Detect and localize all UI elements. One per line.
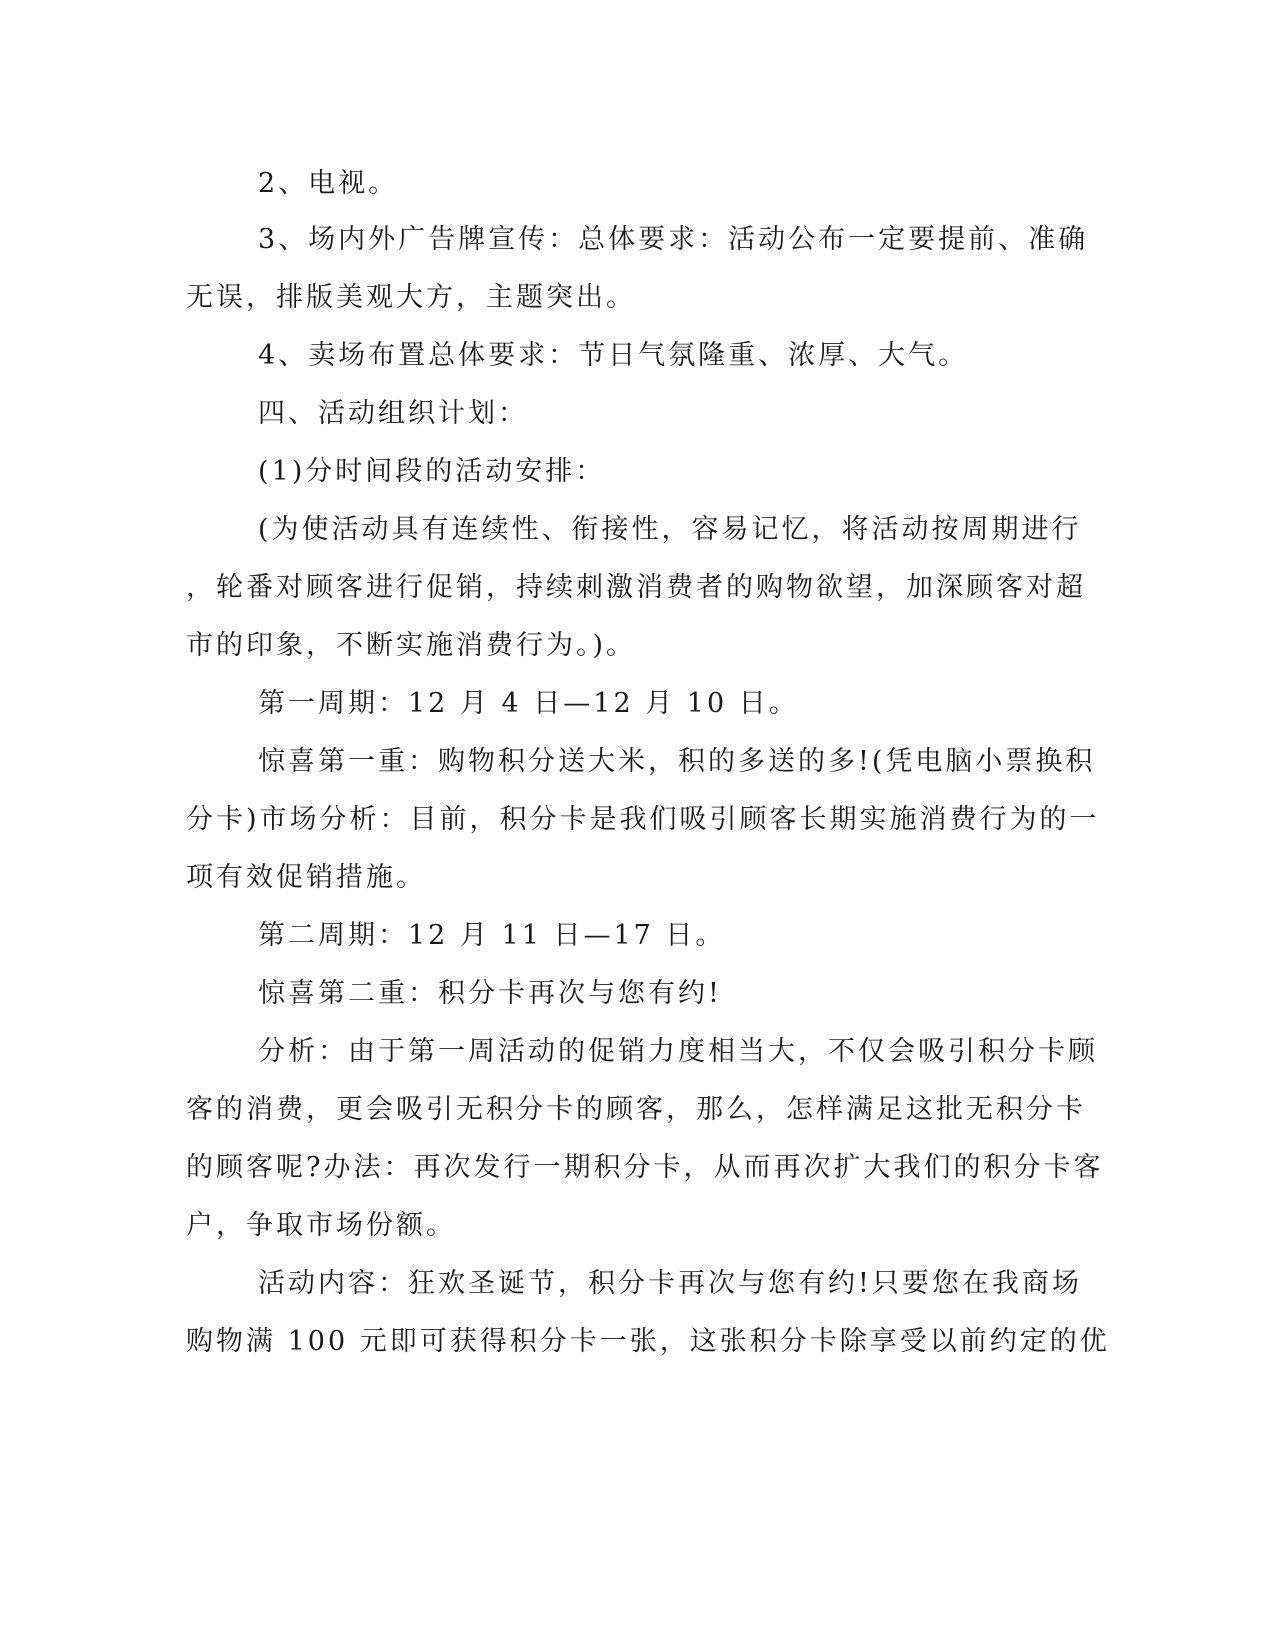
paragraph-purpose-line-2: ，轮番对顾客进行促销，持续刺激消费者的购物欲望，加深顾客对超	[186, 572, 1086, 603]
period-two-heading: 第二周期：12 月 11 日—17 日。	[258, 920, 726, 951]
paragraph-item-tv: 2、电视。	[258, 168, 399, 199]
surprise-one-line-2: 分卡)市场分析：目前，积分卡是我们吸引顾客长期实施消费行为的一	[186, 804, 1100, 835]
analysis-line-3: 的顾客呢?办法：再次发行一期积分卡，从而再次扩大我们的积分卡客	[186, 1152, 1104, 1183]
analysis-line-4: 户，争取市场份额。	[186, 1210, 456, 1241]
paragraph-billboard-line-1: 3、场内外广告牌宣传：总体要求：活动公布一定要提前、准确	[258, 224, 1089, 255]
surprise-one-line-1: 惊喜第一重：购物积分送大米，积的多送的多!(凭电脑小票换积	[258, 746, 1096, 777]
activity-content-line-2: 购物满 100 元即可获得积分卡一张，这张积分卡除享受以前约定的优	[186, 1326, 1110, 1357]
paragraph-store-layout: 4、卖场布置总体要求：节日气氛隆重、浓厚、大气。	[258, 340, 969, 371]
paragraph-billboard-line-2: 无误，排版美观大方，主题突出。	[186, 282, 636, 313]
activity-content-line-1: 活动内容：狂欢圣诞节，积分卡再次与您有约!只要您在我商场	[258, 1268, 1082, 1299]
surprise-two-heading: 惊喜第二重：积分卡再次与您有约!	[258, 978, 722, 1009]
surprise-one-line-3: 项有效促销措施。	[186, 862, 426, 893]
subheading-time-schedule: (1)分时间段的活动安排：	[258, 456, 606, 487]
paragraph-purpose-line-1: (为使活动具有连续性、衔接性，容易记忆，将活动按周期进行	[258, 514, 1082, 545]
section-heading-activity-plan: 四、活动组织计划：	[258, 398, 528, 429]
analysis-line-1: 分析：由于第一周活动的促销力度相当大，不仅会吸引积分卡顾	[258, 1036, 1098, 1067]
period-one-heading: 第一周期：12 月 4 日—12 月 10 日。	[258, 688, 799, 719]
analysis-line-2: 客的消费，更会吸引无积分卡的顾客，那么，怎样满足这批无积分卡	[186, 1094, 1086, 1125]
paragraph-purpose-line-3: 市的印象，不断实施消费行为。)。	[186, 630, 637, 661]
